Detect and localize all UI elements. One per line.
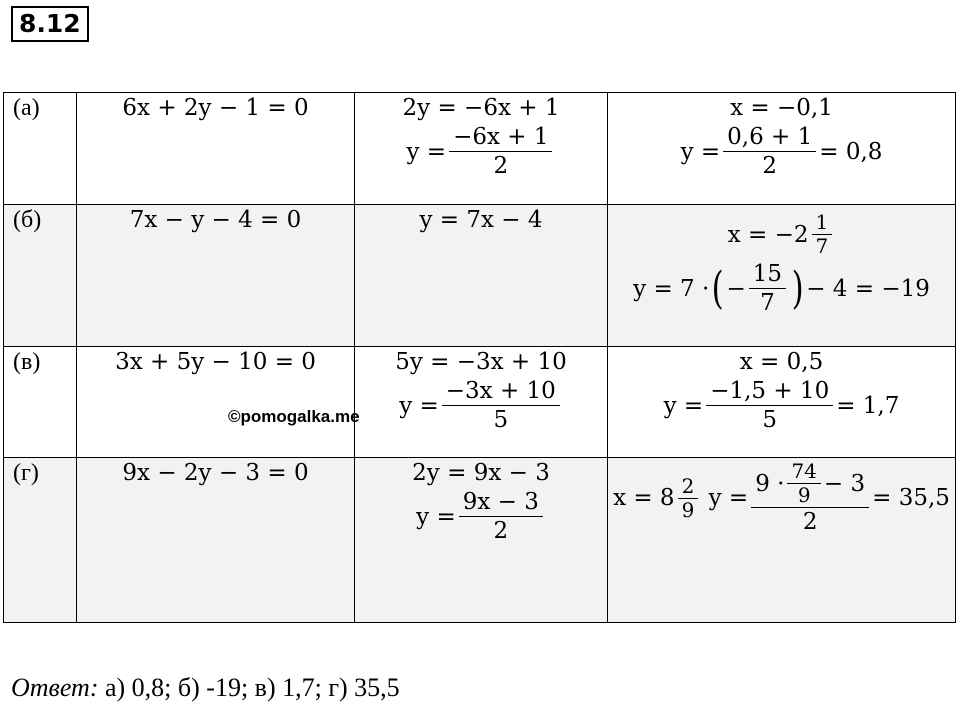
table-row — [4, 458, 956, 623]
y-computation — [664, 377, 900, 434]
answer-label: Ответ: — [11, 673, 99, 702]
inner-fraction — [787, 460, 820, 507]
equation: 7x − y − 4 = 0 — [129, 207, 302, 233]
fraction — [749, 260, 786, 317]
equation-cell — [77, 458, 355, 623]
solution-table — [3, 92, 956, 623]
row-label: (в) — [4, 347, 77, 458]
watermark: ©pomogalka.me — [228, 407, 360, 426]
x-value — [613, 475, 701, 522]
y-lhs: y = — [680, 138, 721, 165]
denominator: 9 — [681, 497, 695, 522]
y-suffix: − 4 = −19 — [806, 275, 930, 302]
y-result: = 0,8 — [819, 138, 883, 165]
denominator: 7 — [760, 290, 775, 316]
y-lhs: y = — [708, 485, 749, 511]
fraction — [459, 488, 543, 545]
fraction — [678, 475, 699, 522]
fraction — [706, 377, 833, 434]
fraction — [751, 460, 869, 536]
express-cell — [355, 458, 608, 623]
equation-cell — [77, 347, 355, 458]
express-step: 5y = −3x + 10 — [395, 349, 567, 375]
denominator: 2 — [762, 153, 778, 179]
express-step: 2y = −6x + 1 — [402, 95, 560, 121]
y-lhs: y = — [663, 392, 704, 419]
numerator: 1 — [812, 211, 833, 235]
y-result: = 1,7 — [836, 392, 900, 419]
x-value: x = 0,5 — [739, 349, 824, 375]
y-result: = 35,5 — [872, 485, 950, 511]
equation: 3x + 5y − 10 = 0 — [115, 349, 316, 375]
numerator: 0,6 + 1 — [723, 123, 816, 152]
compute-cell — [608, 347, 956, 458]
express-fraction — [399, 377, 563, 434]
compute-cell — [608, 458, 956, 623]
numerator: −3x + 10 — [442, 377, 560, 406]
express-step: y = 7x − 4 — [419, 207, 543, 233]
right-paren: ) — [791, 262, 804, 314]
denominator: 7 — [815, 234, 829, 258]
equation-cell — [77, 93, 355, 205]
equation: 6x + 2y − 1 = 0 — [122, 95, 309, 121]
numerator: 15 — [749, 260, 786, 289]
fraction — [723, 123, 816, 180]
x-prefix: x = −2 — [727, 221, 809, 248]
table-row — [4, 205, 956, 347]
express-cell — [355, 93, 608, 205]
equation: 9x − 2y − 3 = 0 — [122, 460, 309, 486]
denominator: 5 — [762, 407, 778, 433]
y-computation — [681, 123, 883, 180]
x-value: x = −0,1 — [730, 95, 833, 121]
express-fraction — [407, 123, 556, 180]
numerator: 2 — [678, 475, 699, 499]
fraction — [449, 123, 552, 180]
equation-cell — [77, 205, 355, 347]
express-step: 2y = 9x − 3 — [412, 460, 550, 486]
numerator: 9x − 3 — [459, 488, 543, 517]
express-lhs: y = — [406, 138, 447, 165]
row-label: (а) — [4, 93, 77, 205]
denominator: 5 — [493, 407, 509, 433]
y-computation — [709, 460, 950, 536]
numerator-suffix: − 3 — [823, 470, 866, 497]
express-fraction — [416, 488, 546, 545]
fraction — [812, 211, 833, 258]
x-prefix: x = 8 — [613, 485, 675, 511]
denominator: 2 — [802, 509, 818, 535]
numerator: −6x + 1 — [449, 123, 552, 152]
compute-cell — [608, 205, 956, 347]
row-label: (г) — [4, 458, 77, 623]
express-lhs: y = — [399, 392, 439, 419]
y-computation — [633, 260, 930, 317]
inner-denominator: 9 — [797, 483, 811, 507]
table-row — [4, 93, 956, 205]
answer-text: а) 0,8; б) -19; в) 1,7; г) 35,5 — [98, 673, 400, 702]
table-row — [4, 347, 956, 458]
inner-sign: − — [726, 275, 746, 302]
inner-numerator: 74 — [787, 460, 820, 484]
numerator: −1,5 + 10 — [706, 377, 833, 406]
fraction — [442, 377, 560, 434]
denominator: 2 — [493, 518, 509, 544]
numerator-prefix: 9 · — [755, 470, 785, 497]
problem-number: 8.12 — [11, 6, 89, 42]
numerator — [751, 460, 869, 508]
row-label: (б) — [4, 205, 77, 347]
left-paren: ( — [711, 262, 724, 314]
x-value — [728, 211, 836, 258]
compute-cell — [608, 93, 956, 205]
denominator: 2 — [493, 153, 509, 179]
answer-line — [11, 673, 400, 703]
express-cell — [355, 205, 608, 347]
express-lhs: y = — [416, 503, 456, 530]
express-cell — [355, 347, 608, 458]
y-prefix: y = 7 · — [633, 275, 710, 302]
